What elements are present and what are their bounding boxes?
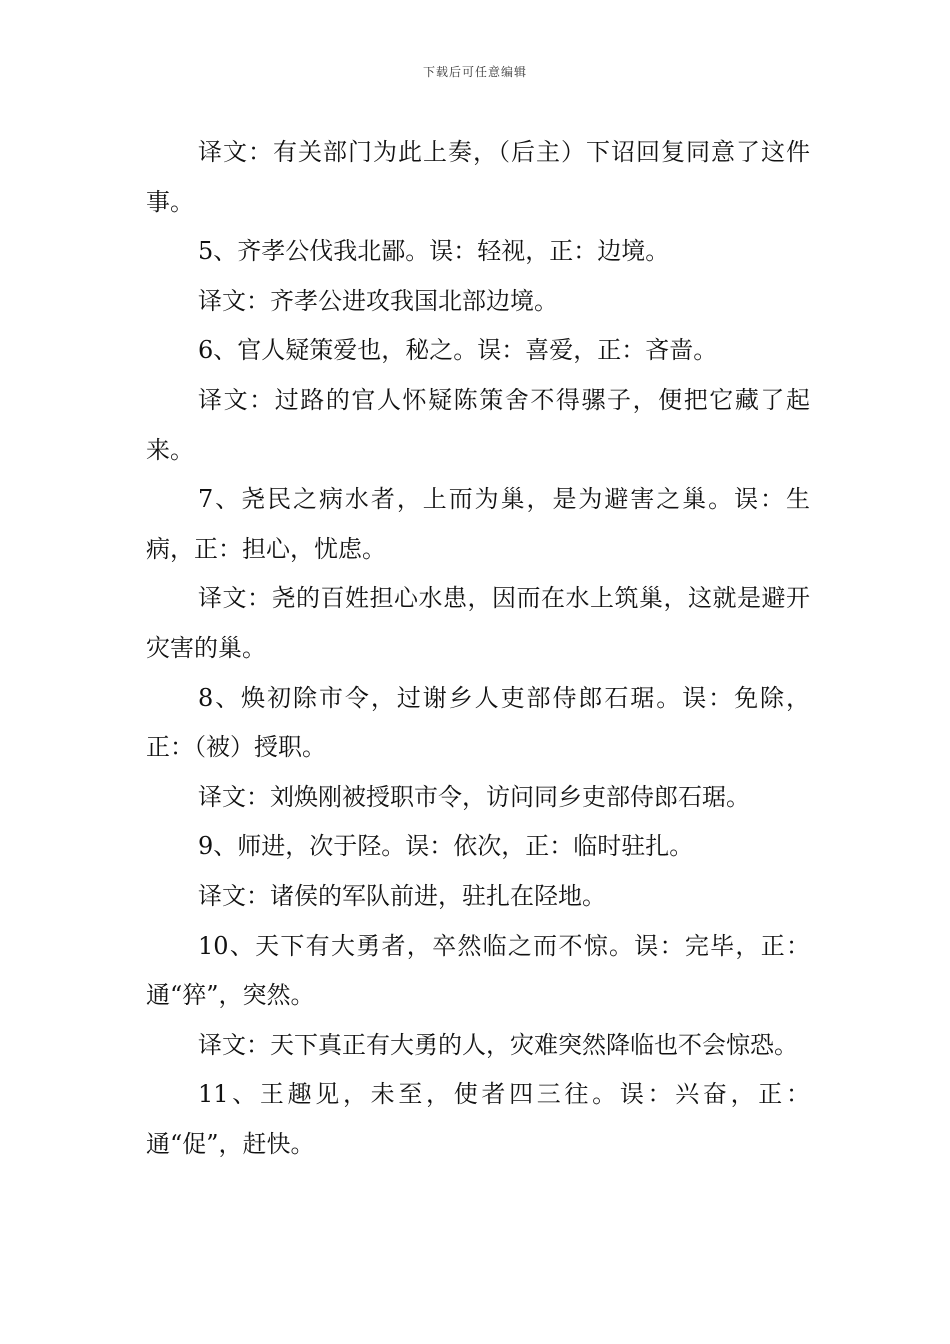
paragraph: 10、天下有大勇者，卒然临之而不惊。误：完毕，正：通“猝”，突然。 bbox=[146, 931, 810, 1010]
paragraph: 译文：刘焕刚被授职市令，访问同乡吏部侍郎石琚。 bbox=[198, 782, 750, 811]
paragraph: 6、官人疑策爱也，秘之。误：喜爱，正：吝啬。 bbox=[198, 336, 718, 365]
document-body bbox=[146, 128, 810, 1169]
paragraph: 译文：诸侯的军队前进，驻扎在陉地。 bbox=[198, 881, 606, 910]
paragraph: 译文：过路的官人怀疑陈策舍不得骡子，便把它藏了起来。 bbox=[146, 385, 810, 464]
paragraph: 译文：齐孝公进攻我国北部边境。 bbox=[198, 286, 558, 315]
paragraph: 8、焕初除市令，过谢乡人吏部侍郎石琚。误：免除，正：（被）授职。 bbox=[146, 683, 810, 762]
page-header: 下载后可任意编辑 bbox=[422, 65, 527, 79]
paragraph: 5、齐孝公伐我北鄙。误：轻视，正：边境。 bbox=[198, 237, 670, 266]
paragraph: 译文：天下真正有大勇的人，灾难突然降临也不会惊恐。 bbox=[198, 1030, 798, 1059]
paragraph: 译文：尧的百姓担心水患，因而在水上筑巢，这就是避开灾害的巢。 bbox=[146, 584, 810, 662]
paragraph: 7、尧民之病水者，上而为巢，是为避害之巢。误：生病，正：担心，忧虑。 bbox=[146, 485, 810, 563]
paragraph: 译文：有关部门为此上奏，（后主）下诏回复同意了这件事。 bbox=[146, 138, 810, 216]
paragraph: 9、师进，次于陉。误：依次，正：临时驻扎。 bbox=[198, 832, 694, 861]
paragraph: 11、王趣见，未至，使者四三往。误：兴奋，正：通“促”，赶快。 bbox=[146, 1080, 810, 1158]
